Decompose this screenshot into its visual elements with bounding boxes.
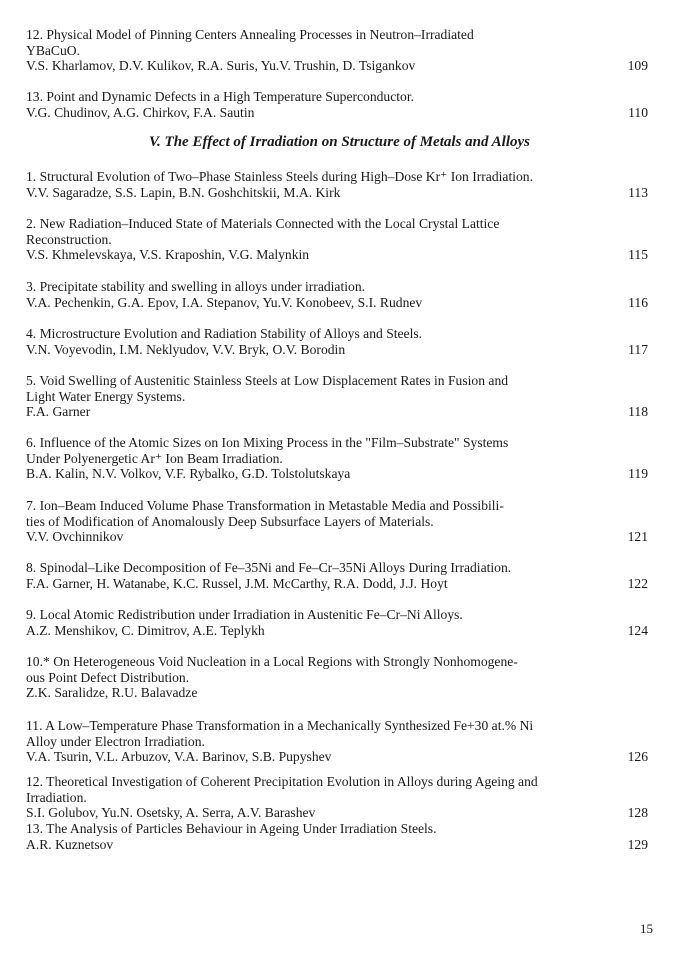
entry-title-line: 11. A Low–Temperature Phase Transformation in a Mechanically Synthesized Fe+30 at.% Ni [26,718,534,733]
toc-entry [26,279,648,310]
entry-page-number: 124 [627,622,648,638]
toc-entry [26,435,648,482]
section-heading: V. The Effect of Irradiation on Structure of Metals and Alloys [148,134,531,150]
entry-title-line: 10.* On Heterogeneous Void Nucleation in a Local Regions with Strongly Nonhomogene- [26,654,518,669]
entry-title-line: 4. Microstructure Evolution and Radiation Stability of Alloys and Steels. [26,326,423,341]
entry-title-line: 12. Theoretical Investigation of Coherent Precipitation Evolution in Alloys during Ageing and [26,774,538,789]
entry-page-number: 113 [628,184,648,200]
entry-title-line: Under Polyenergetic Ar⁺ Ion Beam Irradiation. [26,450,283,466]
entry-title-line: 6. Influence of the Atomic Sizes on Ion Mixing Process in the "Film–Substrate" Systems [26,435,509,450]
entry-authors-row [26,749,648,765]
entry-authors-row [26,185,648,201]
entry-authors-row [26,247,648,263]
toc-entry [26,607,648,638]
entry-authors-row [26,805,648,821]
entry-title-line: Irradiation. [26,789,87,805]
entry-authors: V.N. Voyevodin, I.M. Neklyudov, V.V. Bryk, O.V. Borodin [26,341,346,357]
entry-title-line: ous Point Defect Distribution. [26,669,190,685]
entry-authors: A.Z. Menshikov, C. Dimitrov, A.E. Teplykh [26,622,265,638]
toc-entry [26,774,648,821]
entry-title-line: Light Water Energy Systems. [26,388,186,404]
entry-authors-row [26,58,648,74]
entry-title-line: 8. Spinodal–Like Decomposition of Fe–35Ni and Fe–Cr–35Ni Alloys During Irradiation. [26,560,512,575]
entry-title-line: YBaCuO. [26,42,80,58]
entry-title-line: 12. Physical Model of Pinning Centers Annealing Processes in Neutron–Irradiated [26,27,474,42]
entry-title-line: 13. The Analysis of Particles Behaviour in Ageing Under Irradiation Steels. [26,821,437,836]
entry-authors-row [26,105,648,121]
entry-authors: V.S. Kharlamov, D.V. Kulikov, R.A. Suris, Yu.V. Trushin, D. Tsigankov [26,58,416,74]
entry-authors: F.A. Garner [26,404,91,420]
entry-authors-row [26,529,648,545]
entry-authors-row [26,685,648,701]
entry-title-line: Alloy under Electron Irradiation. [26,733,205,749]
entry-page-number: 109 [627,58,648,74]
entry-authors: V.V. Sagaradze, S.S. Lapin, B.N. Goshchitskii, M.A. Kirk [26,184,341,200]
entry-authors: V.G. Chudinov, A.G. Chirkov, F.A. Sautin [26,104,255,120]
entry-title-line: 9. Local Atomic Redistribution under Irradiation in Austenitic Fe–Cr–Ni Alloys. [26,607,463,622]
toc-entry [26,326,648,357]
entry-title-line: 7. Ion–Beam Induced Volume Phase Transformation in Metastable Media and Possibili- [26,498,504,513]
entry-page-number: 116 [628,294,648,310]
entry-page-number: 110 [628,104,648,120]
entry-authors: V.A. Tsurin, V.L. Arbuzov, V.A. Barinov, S.B. Pupyshev [26,749,332,765]
entry-authors-row [26,404,648,420]
toc-entry [26,169,648,200]
entry-page-number: 119 [628,466,648,482]
toc-entry [26,89,648,120]
toc-entry [26,654,648,701]
entry-authors-row [26,623,648,639]
toc-entry [26,373,648,420]
toc-entry [26,821,648,852]
entry-authors-row [26,342,648,358]
entry-title-line: 2. New Radiation–Induced State of Materials Connected with the Local Crystal Lattice [26,216,500,231]
toc-entry [26,27,648,74]
entry-authors: B.A. Kalin, N.V. Volkov, V.F. Rybalko, G.D. Tolstolutskaya [26,466,351,482]
entry-page-number: 128 [627,805,648,821]
entry-authors: V.V. Ovchinnikov [26,529,124,545]
page-number: 15 [640,921,653,936]
entry-authors: F.A. Garner, H. Watanabe, K.C. Russel, J.M. McCarthy, R.A. Dodd, J.J. Hoyt [26,575,448,591]
entry-page-number: 117 [628,341,648,357]
toc-entry [26,718,648,765]
toc-entry [26,216,648,263]
entry-authors-row [26,837,648,853]
entry-title-line: 13. Point and Dynamic Defects in a High Temperature Superconductor. [26,89,415,104]
entry-title-line: 3. Precipitate stability and swelling in alloys under irradiation. [26,279,366,294]
entry-authors-row [26,576,648,592]
entry-authors-row [26,466,648,482]
entry-title-line: ties of Modification of Anomalously Deep Subsurface Layers of Materials. [26,513,434,529]
entry-title-line: 1. Structural Evolution of Two–Phase Stainless Steels during High–Dose Kr⁺ Ion Irradiation. [26,169,533,184]
entry-title-line: 5. Void Swelling of Austenitic Stainless Steels at Low Displacement Rates in Fusion and [26,373,509,388]
entry-title-line: Reconstruction. [26,231,112,247]
entry-page-number: 115 [628,247,648,263]
entry-authors: Z.K. Saralidze, R.U. Balavadze [26,685,198,701]
entry-page-number: 129 [627,836,648,852]
entry-page-number: 121 [627,529,648,545]
entry-page-number: 118 [628,404,648,420]
entry-page-number: 126 [627,749,648,765]
entry-authors: V.A. Pechenkin, G.A. Epov, I.A. Stepanov, Yu.V. Konobeev, S.I. Rudnev [26,294,423,310]
entry-authors: S.I. Golubov, Yu.N. Osetsky, A. Serra, A.V. Barashev [26,805,316,821]
entry-authors-row [26,295,648,311]
toc-entry [26,560,648,591]
entry-page-number: 122 [627,575,648,591]
entry-authors: V.S. Khmelevskaya, V.S. Kraposhin, V.G. Malynkin [26,247,310,263]
toc-entry [26,498,648,545]
entry-authors: A.R. Kuznetsov [26,836,114,852]
